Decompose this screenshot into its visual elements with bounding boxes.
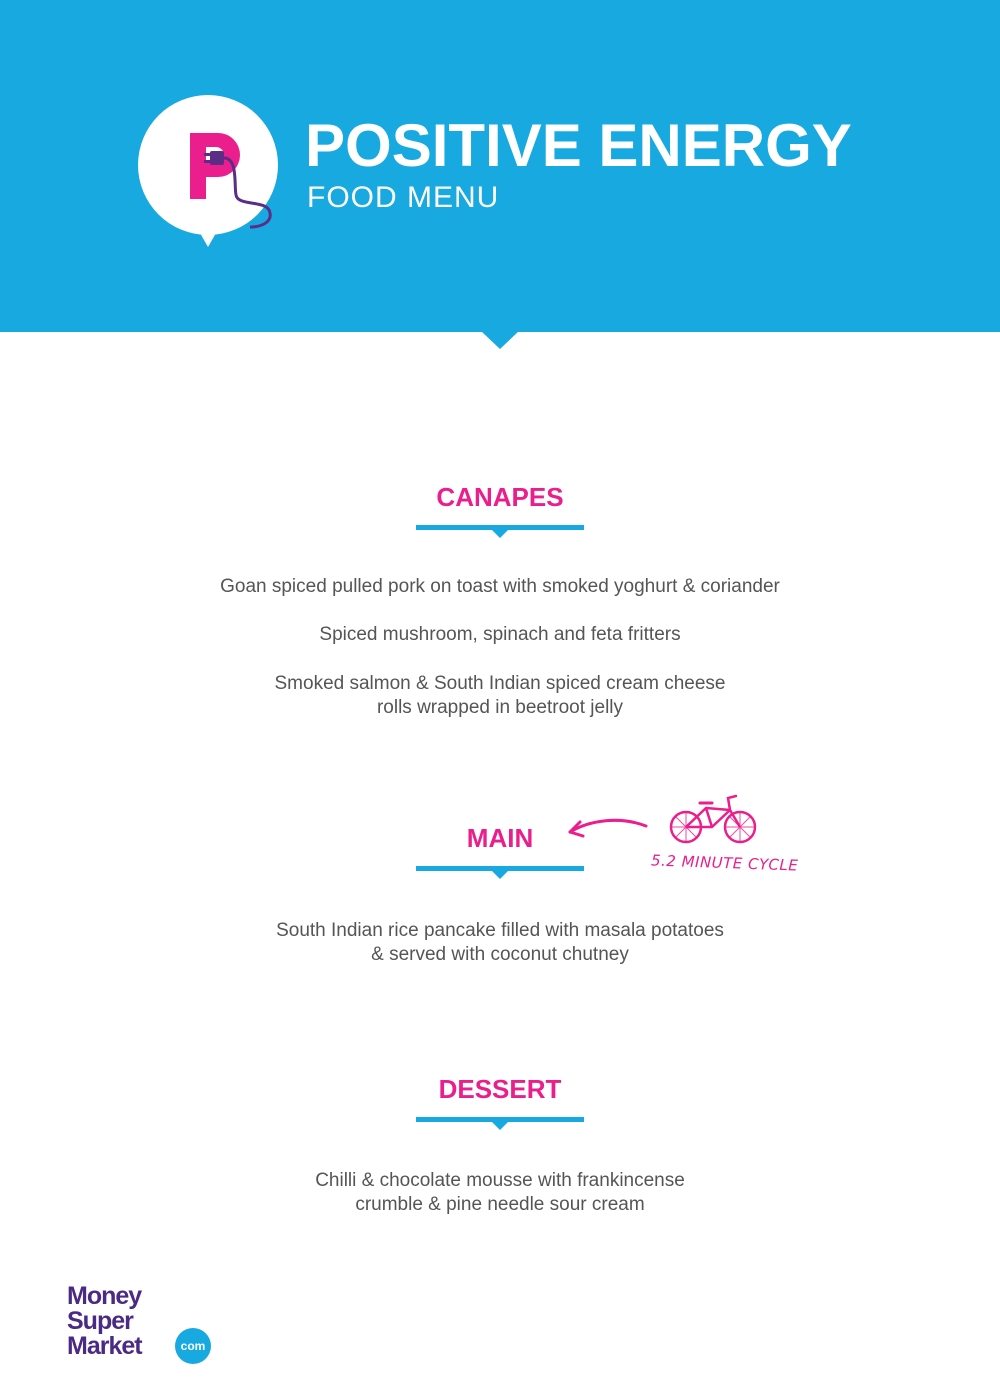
section-divider-pointer <box>491 529 509 538</box>
brand-subtitle: FOOD MENU <box>307 181 500 214</box>
menu-item-continued: rolls wrapped in beetroot jelly <box>376 697 624 718</box>
menu-item: Chilli & chocolate mousse with frankincense <box>315 1170 685 1191</box>
section-divider-pointer <box>491 870 509 879</box>
logo-word: Super <box>67 1307 133 1335</box>
section-title-main: MAIN <box>466 823 534 853</box>
cycle-time-note: 5.2 MINUTE CYCLE <box>650 851 799 875</box>
menu-item: Smoked salmon & South Indian spiced cream cheese <box>274 673 726 694</box>
header-pointer <box>481 331 519 349</box>
section-divider-pointer <box>491 1121 509 1130</box>
section-title-dessert: DESSERT <box>438 1074 562 1104</box>
menu-item: South Indian rice pancake filled with masala potatoes <box>276 920 724 941</box>
logo-word: Money <box>67 1282 142 1310</box>
section-title-canapes: CANAPES <box>436 482 564 512</box>
menu-item-continued: crumble & pine needle sour cream <box>355 1194 645 1215</box>
brand-title: POSITIVE ENERGY <box>305 112 852 179</box>
menu-item-continued: & served with coconut chutney <box>371 944 629 965</box>
logo-word: Market <box>67 1332 142 1360</box>
menu-item: Spiced mushroom, spinach and feta fritters <box>319 624 681 645</box>
bicycle-icon <box>560 790 800 890</box>
moneysupermarket-logo <box>67 1282 227 1362</box>
logo-com-badge: com <box>175 1328 211 1364</box>
menu-item: Goan spiced pulled pork on toast with smoked yoghurt & coriander <box>220 576 780 597</box>
positive-energy-logo-icon <box>138 95 278 255</box>
